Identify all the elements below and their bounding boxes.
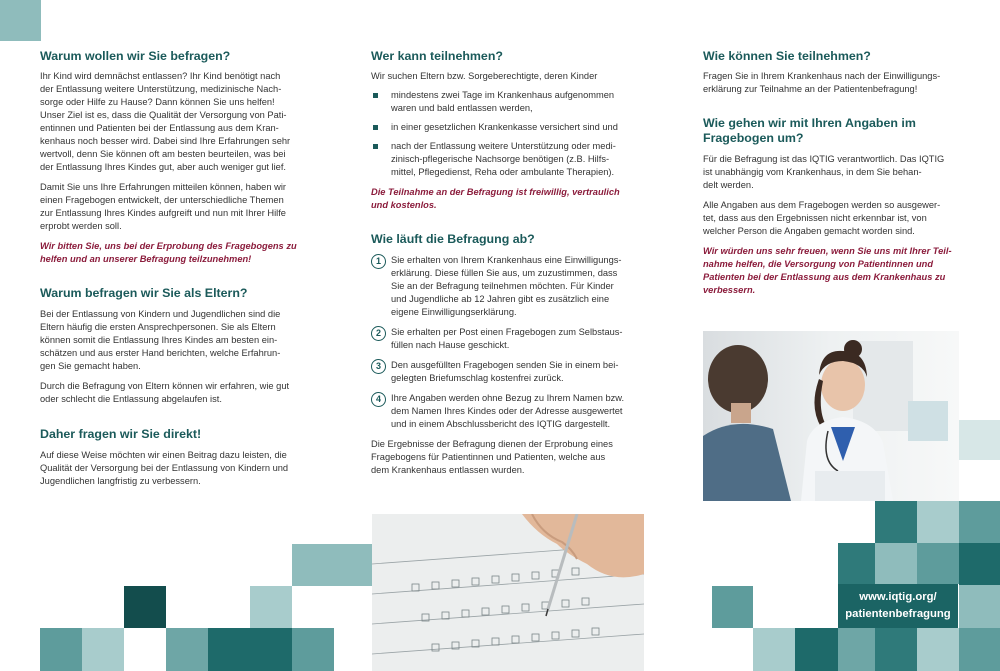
paragraph-questionnaire: Damit Sie uns Ihre Erfahrungen mitteilen können, haben wir einen Fragebogen entwickelt, der unterschiedliche Themen zur Entlassung Ihres Kindes aufgreift und nun mit Ihrer Hilfe erprobt werden soll.: [40, 182, 286, 231]
questionnaire-photo: [372, 514, 644, 671]
deco-square: [40, 628, 82, 671]
deco-square: [250, 586, 292, 628]
deco-square: [959, 628, 1000, 671]
deco-square: [795, 628, 838, 671]
deco-square: [838, 628, 875, 671]
heading-why-survey: Warum wollen wir Sie befragen?: [40, 49, 231, 63]
step-number-icon: 4: [371, 392, 386, 407]
heading-how-participate: Wie können Sie teilnehmen?: [703, 49, 871, 63]
deco-square: [166, 628, 208, 671]
deco-square: [959, 543, 1000, 585]
paragraph-anonymity: Alle Angaben aus dem Fragebogen werden so ausgewer- tet, dass aus den Ergebnissen nicht erkennbar ist, von welcher Person die Angaben gemacht worden sind.: [703, 200, 941, 236]
heading-how-survey-works: Wie läuft die Befragung ab?: [371, 232, 535, 246]
deco-square: [82, 628, 124, 671]
list-item: in einer gesetzlichen Krankenkasse versichert sind und: [371, 121, 644, 134]
deco-square: [917, 628, 959, 671]
deco-square: [917, 543, 959, 584]
step-number-icon: 1: [371, 254, 386, 269]
bullet-icon: [373, 144, 378, 149]
paragraph-responsibility: Für die Befragung ist das IQTIG verantwortlich. Das IQTIG ist unabhängig vom Krankenhaus, in dem Sie behan- delt werden.: [703, 154, 945, 190]
emphasis-request: Wir bitten Sie, uns bei der Erprobung des Fragebogens zu helfen und an unserer Befragung teilzunehmen!: [40, 241, 297, 264]
paragraph-ask-hospital: Fragen Sie in Ihrem Krankenhaus nach der Einwilligungs- erklärung zur Teilnahme an der Patientenbefragung!: [703, 71, 941, 94]
step-item: 1 Sie erhalten von Ihrem Krankenhaus eine Einwilligungs- erklärung. Diese füllen Sie aus, um zuzustimmen, dass Sie an der Befragung teilnehmen möchten. Für Kinder und Jugendliche ab 12 Jahren gibt es zusätzlich eine eigene Einwilligungserklärung.: [371, 254, 644, 319]
deco-square: [124, 586, 166, 628]
heading-direct: Daher fragen wir Sie direkt!: [40, 427, 202, 441]
bullet-icon: [373, 93, 378, 98]
paragraph-parents-survey: Durch die Befragung von Eltern können wir erfahren, wie gut oder schlecht die Entlassung abgelaufen ist.: [40, 381, 290, 404]
deco-square: [875, 543, 917, 584]
paragraph-contribution: Auf diese Weise möchten wir einen Beitrag dazu leisten, die Qualität der Versorgung bei der Entlassung von Kindern und Jugendlichen langfristig zu verbessern.: [40, 450, 289, 486]
paragraph-intro: Ihr Kind wird demnächst entlassen? Ihr Kind benötigt nach der Entlassung weitere Unterstützung, medizinische Nach- sorge oder Hilfe zu Hause? Dann können Sie uns helfen! Unser Ziel ist es, dass die Qualität der Versorgung von Pati- entinnen und Patienten bei der Entlassung aus dem Kran- kenhaus noch besser wird. Dabei sind Ihre Erfahrungen sehr wertvoll, denn Sie können oft am besten beurteilen, was bei der Entlassung Ihres Kindes gut, aber auch weniger gut lief.: [40, 71, 291, 172]
deco-square: [250, 628, 292, 671]
deco-square: [917, 501, 959, 543]
heading-who-can-participate: Wer kann teilnehmen?: [371, 49, 503, 63]
deco-square: [712, 586, 753, 628]
deco-square: [959, 501, 1000, 543]
list-item: mindestens zwei Tage im Krankenhaus aufgenommen waren und bald entlassen werden,: [371, 89, 644, 115]
deco-square: [208, 628, 250, 671]
emphasis-thanks: Wir würden uns sehr freuen, wenn Sie uns mit Ihrer Teil- nahme helfen, die Versorgung von Patientinnen und Patienten bei der Entlassung aus dem Krankenhaus zu verbessern.: [703, 246, 952, 295]
criteria-list: [371, 89, 644, 179]
paragraph-results: Die Ergebnisse der Befragung dienen der Erprobung eines Fragebogens für Patientinnen und Patienten, welche aus dem Krankenhaus entlassen wurden.: [371, 439, 613, 475]
website-link[interactable]: www.iqtig.org/ patientenbefragung: [838, 584, 958, 628]
list-item: nach der Entlassung weitere Unterstützung oder medi- zinisch-pflegerische Nachsorge benötigen (z.B. Hilfs- mittel, Pflegedienst, Reha oder ambulante Therapien).: [371, 140, 644, 179]
deco-square: [753, 628, 795, 671]
deco-square: [875, 628, 917, 671]
column-1: [40, 0, 313, 488]
deco-square: [292, 628, 334, 671]
steps-list: [371, 254, 644, 431]
deco-square: [292, 544, 372, 586]
heading-data-handling: Wie gehen wir mit Ihren Angaben im Fragebogen um?: [703, 116, 916, 145]
heading-why-parents: Warum befragen wir Sie als Eltern?: [40, 286, 248, 300]
step-number-icon: 2: [371, 326, 386, 341]
column-3: [703, 0, 959, 297]
deco-square: [838, 543, 875, 584]
deco-square: [875, 501, 917, 543]
doctor-patient-photo: [703, 331, 959, 501]
corner-square-top: [0, 0, 41, 41]
deco-square: [959, 585, 1000, 628]
column-2: [371, 0, 644, 477]
paragraph-who-intro: Wir suchen Eltern bzw. Sorgeberechtigte, deren Kinder: [371, 71, 598, 81]
step-item: 3 Den ausgefüllten Fragebogen senden Sie in einem bei- gelegten Briefumschlag kostenfrei zurück.: [371, 359, 644, 385]
emphasis-voluntary: Die Teilnahme an der Befragung ist freiwillig, vertraulich und kostenlos.: [371, 187, 620, 210]
deco-square: [959, 420, 1000, 460]
step-number-icon: 3: [371, 359, 386, 374]
bullet-icon: [373, 125, 378, 130]
step-item: 4 Ihre Angaben werden ohne Bezug zu Ihrem Namen bzw. dem Namen Ihres Kindes oder der Adresse ausgewertet und in einem Abschlussbericht des IQTIG dargestellt.: [371, 392, 644, 431]
step-item: 2 Sie erhalten per Post einen Fragebogen zum Selbstaus- füllen nach Hause geschickt.: [371, 326, 644, 352]
paragraph-parents: Bei der Entlassung von Kindern und Jugendlichen sind die Eltern häufig die ersten Ansprechpersonen. Sie als Eltern können somit die Entlassung Ihres Kindes am besten ein- schätzen und aus erster Hand berichten, welche Erfahrun- gen Sie gemacht haben.: [40, 309, 281, 371]
